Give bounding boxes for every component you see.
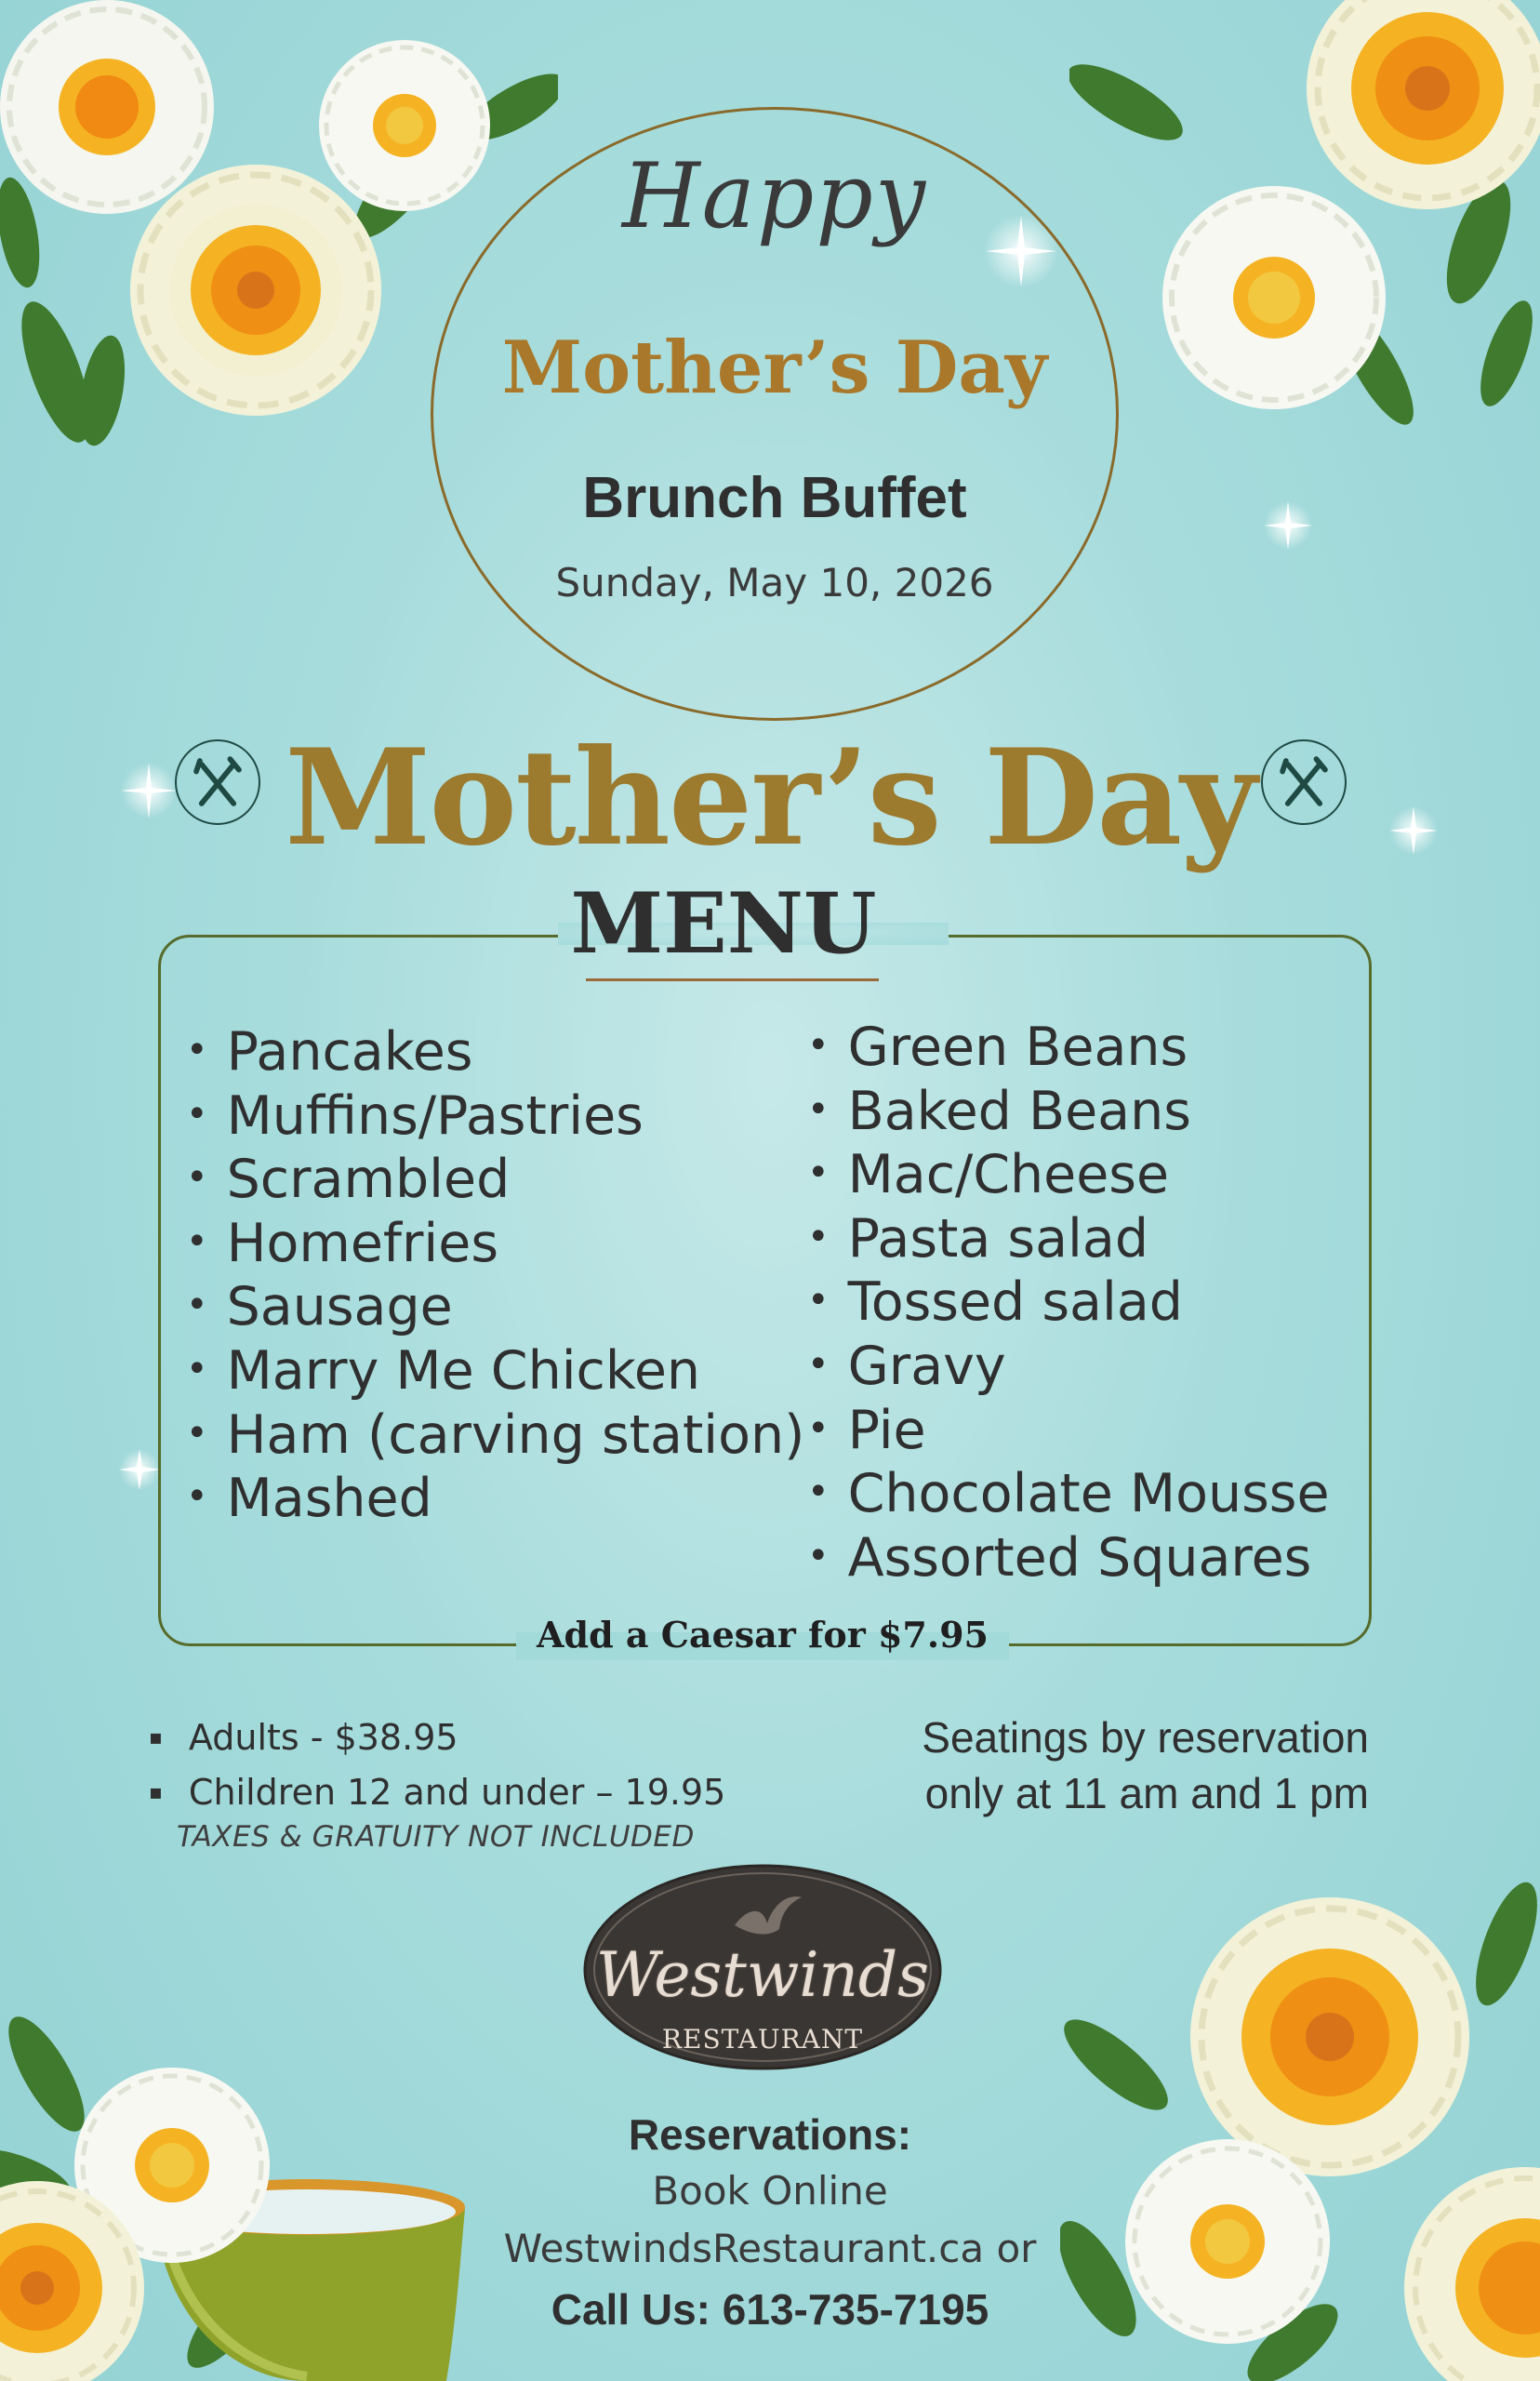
daisy-flower-icon — [1404, 2167, 1540, 2381]
fork-knife-icon — [1261, 739, 1347, 825]
menu-list-right — [807, 1018, 1330, 1592]
price-item: ▪ Adults - $38.95 — [149, 1713, 725, 1768]
seating-line: Seatings by reservation — [922, 1713, 1369, 1762]
menu-item: • Assorted Squares — [807, 1529, 1330, 1593]
menu-item: • Homefries — [186, 1215, 804, 1279]
daisy-flower-icon — [1190, 1897, 1469, 2176]
menu-item: • Sausage — [186, 1278, 804, 1342]
menu-item: • Marry Me Chicken — [186, 1342, 804, 1406]
website-text: WestwindsRestaurant.ca or — [503, 2226, 1037, 2271]
seating-info — [800, 1709, 1369, 1821]
addon-offer: Add a Caesar for $7.95 — [537, 1614, 989, 1656]
menu-item: • Muffins/Pastries — [186, 1087, 804, 1151]
menu-item: • Pancakes — [186, 1023, 804, 1087]
occasion-heading: Mother’s Day — [501, 326, 1048, 410]
menu-subtitle: MENU — [570, 874, 877, 973]
sparkle-icon — [1389, 806, 1438, 855]
daisy-flower-icon — [130, 165, 381, 416]
menu-list-left — [186, 1023, 804, 1534]
daisy-flower-icon — [1307, 0, 1540, 209]
event-date: Sunday, May 10, 2026 — [555, 560, 994, 605]
greeting-text: Happy — [621, 144, 928, 248]
sparkle-icon — [121, 763, 177, 818]
flower-cluster-top-right — [1069, 0, 1540, 521]
sparkle-icon — [119, 1449, 160, 1490]
daisy-flower-icon — [1162, 186, 1386, 409]
phone-number: Call Us: 613-735-7195 — [551, 2285, 989, 2334]
menu-item: • Green Beans — [807, 1018, 1330, 1083]
price-list — [149, 1713, 725, 1823]
menu-item: • Tossed salad — [807, 1273, 1330, 1337]
reservations-heading: Reservations: — [628, 2110, 912, 2159]
menu-item: • Mashed — [186, 1470, 804, 1534]
menu-item: • Scrambled — [186, 1151, 804, 1215]
menu-item: • Ham (carving station) — [186, 1406, 804, 1470]
menu-heading: Mother’s Day — [285, 721, 1255, 875]
menu-item: • Mac/Cheese — [807, 1146, 1330, 1210]
menu-item: • Baked Beans — [807, 1083, 1330, 1147]
event-title: Brunch Buffet — [582, 466, 967, 530]
menu-item: • Chocolate Mousse — [807, 1465, 1330, 1529]
menu-item: • Pie — [807, 1402, 1330, 1466]
fork-knife-icon — [175, 739, 260, 825]
menu-item: • Pasta salad — [807, 1210, 1330, 1274]
logo-subtitle: RESTAURANT — [661, 2024, 864, 2055]
price-item: ▪ Children 12 and under – 19.95 — [149, 1768, 725, 1823]
daisy-flower-icon — [0, 0, 214, 214]
menu-item: • Gravy — [807, 1337, 1330, 1402]
booking-line: Book Online — [652, 2168, 888, 2214]
tax-note: TAXES & GRATUITY NOT INCLUDED — [177, 1820, 695, 1854]
menu-underline — [586, 978, 879, 981]
logo-name: Westwinds — [595, 1939, 930, 2011]
seating-line: only at 11 am and 1 pm — [924, 1769, 1369, 1817]
